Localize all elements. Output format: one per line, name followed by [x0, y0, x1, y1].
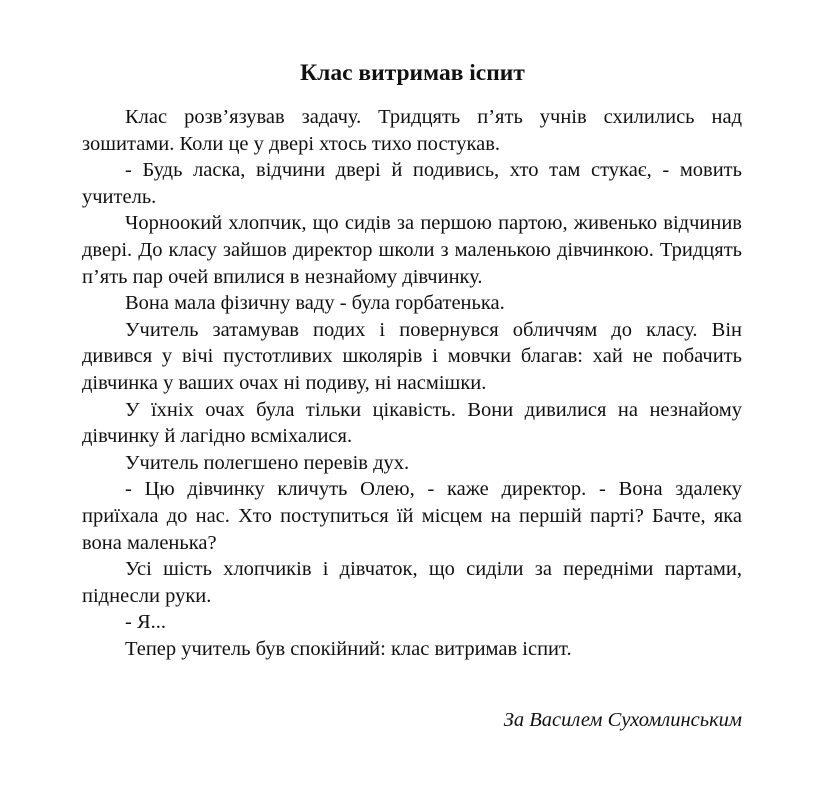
paragraph: - Цю дівчинку кличуть Олею, - каже директор. - Вона здалеку приїхала до нас. Хто поступиться їй місцем на першій парті? Бачте, яка вона маленька? — [82, 478, 742, 554]
paragraph: Чорноокий хлопчик, що сидів за першою партою, живенько відчинив двері. До класу зайшов директор школи з маленькою дівчинкою. Тридцять п’ять пар очей впилися в незнайому дівчинку. — [82, 212, 742, 288]
document-title: Клас витримав іспит — [300, 60, 525, 86]
paragraph: У їхніх очах була тільки цікавість. Вони дивилися на незнайому дівчинку й лагідно всміхалися. — [82, 398, 742, 448]
paragraph: - Будь ласка, відчини двері й подивись, хто там стукає, - мовить учитель. — [82, 159, 742, 208]
story-body — [82, 104, 742, 662]
paragraph: Вона мала фізичну ваду - була горбатенька. — [125, 292, 505, 315]
paragraph: Тепер учитель був спокійний: клас витримав іспит. — [125, 637, 572, 660]
paragraph: Учитель затамував подих і повернувся обличчям до класу. Він дивився у вічі пустотливих школярів і мовчки благав: хай не побачить дівчинка у ваших очах ні подиву, ні насмішки. — [82, 318, 742, 394]
paragraph: - Я... — [125, 611, 166, 634]
paragraph: Учитель полегшено перевів дух. — [125, 451, 410, 474]
paragraph: Клас розв’язував задачу. Тридцять п’ять учнів схилились над зошитами. Коли це у двері хтось тихо постукав. — [82, 106, 742, 155]
paragraph: Усі шість хлопчиків і дівчаток, що сиділи за передніми партами, піднесли руки. — [82, 558, 742, 607]
author-attribution: За Василем Сухомлинським — [503, 709, 742, 731]
